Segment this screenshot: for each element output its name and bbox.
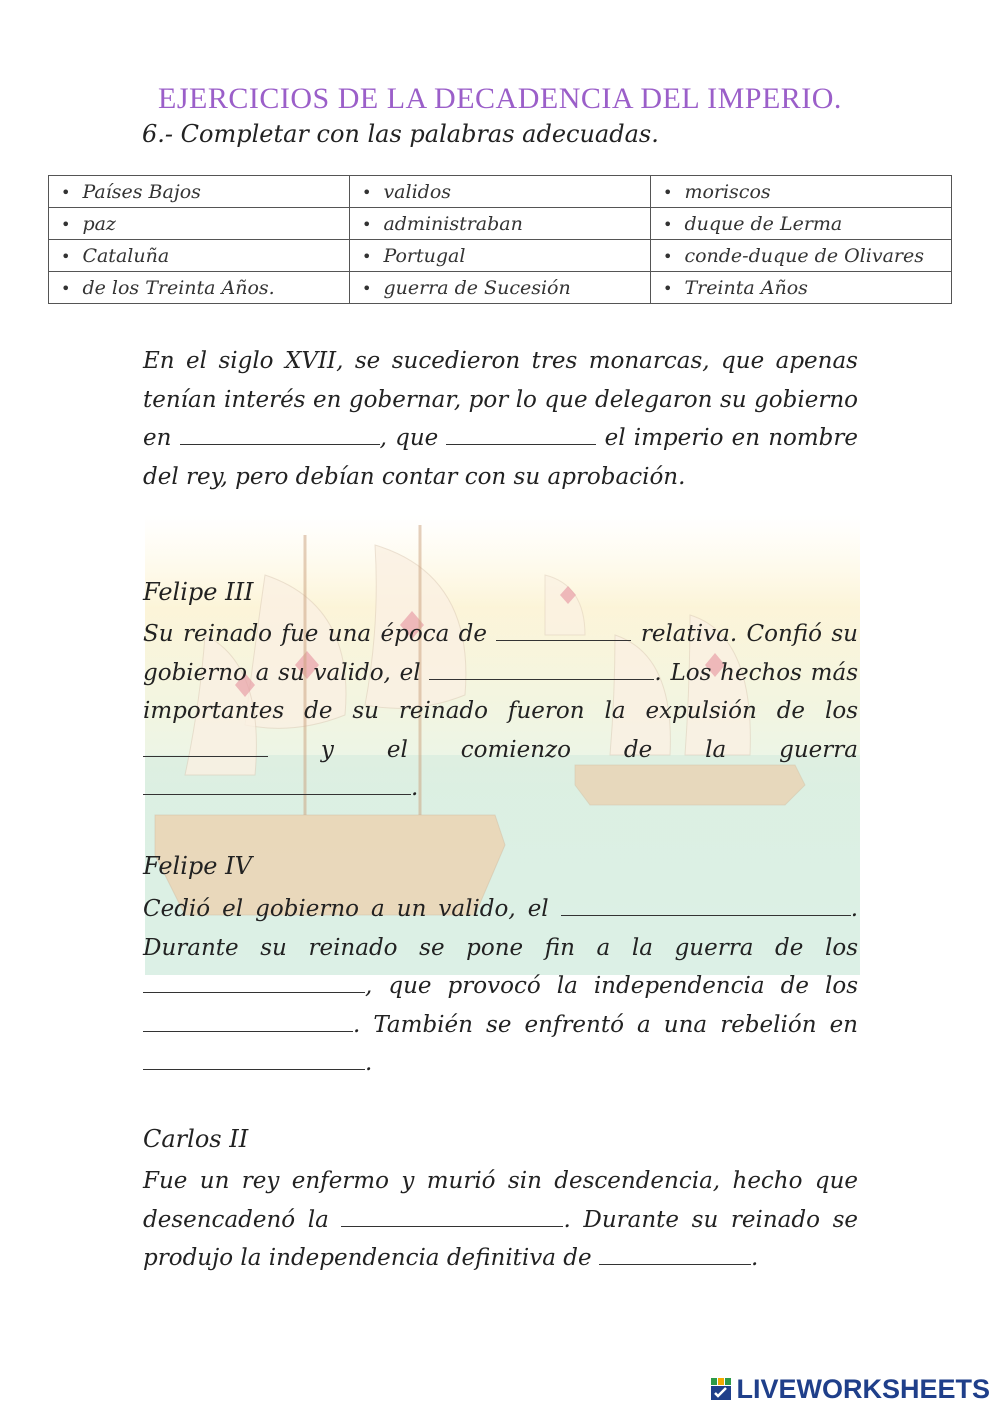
bullet-icon: •	[663, 182, 673, 202]
word-cell: • Treinta Años	[651, 272, 952, 304]
exercise-instruction: 6.- Completar con las palabras adecuadas.	[142, 120, 659, 148]
bullet-icon: •	[362, 278, 372, 298]
word-cell: • Cataluña	[49, 240, 350, 272]
page-title: EJERCICIOS DE LA DECADENCIA DEL IMPERIO.	[158, 82, 842, 115]
section-heading-felipe-iv: Felipe IV	[143, 852, 252, 880]
table-row	[49, 272, 952, 304]
blank-input[interactable]	[143, 734, 268, 757]
bullet-icon: •	[61, 182, 71, 202]
bullet-icon: •	[61, 246, 71, 266]
bullet-icon: •	[61, 214, 71, 234]
bullet-icon: •	[362, 214, 372, 234]
bullet-icon: •	[663, 246, 673, 266]
section-heading-felipe-iii: Felipe III	[143, 578, 254, 606]
brand-name: LIVEWORKSHEETS	[736, 1373, 990, 1404]
blank-input[interactable]	[143, 772, 411, 795]
word-cell: • de los Treinta Años.	[49, 272, 350, 304]
blank-input[interactable]	[143, 1047, 365, 1070]
carlos-ii-paragraph: Fue un rey enfermo y murió sin descendencia, hecho que desencadenó la . Durante su reinado se produjo la independencia definitiva de .	[143, 1168, 858, 1271]
intro-paragraph: En el siglo XVII, se sucedieron tres monarcas, que apenas tenían interés en gobernar, por lo que delegaron su gobierno en , que el imperio en nombre del rey, pero debían contar con su aprobación.	[143, 348, 858, 490]
blank-input[interactable]	[599, 1242, 751, 1265]
liveworksheets-logo-icon	[710, 1376, 732, 1402]
word-cell: • Países Bajos	[49, 176, 350, 208]
bullet-icon: •	[61, 278, 71, 298]
blank-input[interactable]	[446, 422, 596, 445]
liveworksheets-logo	[710, 1374, 990, 1404]
word-cell: • Portugal	[350, 240, 651, 272]
table-row	[49, 176, 952, 208]
word-cell: • conde-duque de Olivares	[651, 240, 952, 272]
word-cell: • guerra de Sucesión	[350, 272, 651, 304]
word-cell: • paz	[49, 208, 350, 240]
word-cell: • duque de Lerma	[651, 208, 952, 240]
bullet-icon: •	[362, 182, 372, 202]
blank-input[interactable]	[143, 1009, 353, 1032]
section-heading-carlos-ii: Carlos II	[143, 1125, 249, 1153]
blank-input[interactable]	[496, 618, 631, 641]
felipe-iii-paragraph: Su reinado fue una época de relativa. Confió su gobierno a su valido, el . Los hechos más importantes de su reinado fueron la expulsión de los y el comienzo de la guerra .	[143, 615, 858, 808]
blank-input[interactable]	[341, 1204, 563, 1227]
bullet-icon: •	[663, 214, 673, 234]
blank-input[interactable]	[180, 422, 380, 445]
blank-input[interactable]	[143, 970, 365, 993]
felipe-iv-paragraph: Cedió el gobierno a un valido, el . Durante su reinado se pone fin a la guerra de los , que provocó la independencia de los . También se enfrentó a una rebelión en .	[143, 890, 858, 1083]
word-cell: • administraban	[350, 208, 651, 240]
table-row	[49, 208, 952, 240]
word-bank-table	[48, 175, 952, 304]
word-cell: • moriscos	[651, 176, 952, 208]
word-cell: • validos	[350, 176, 651, 208]
table-row	[49, 240, 952, 272]
blank-input[interactable]	[429, 657, 654, 680]
bullet-icon: •	[362, 246, 372, 266]
blank-input[interactable]	[561, 893, 851, 916]
bullet-icon: •	[663, 278, 673, 298]
